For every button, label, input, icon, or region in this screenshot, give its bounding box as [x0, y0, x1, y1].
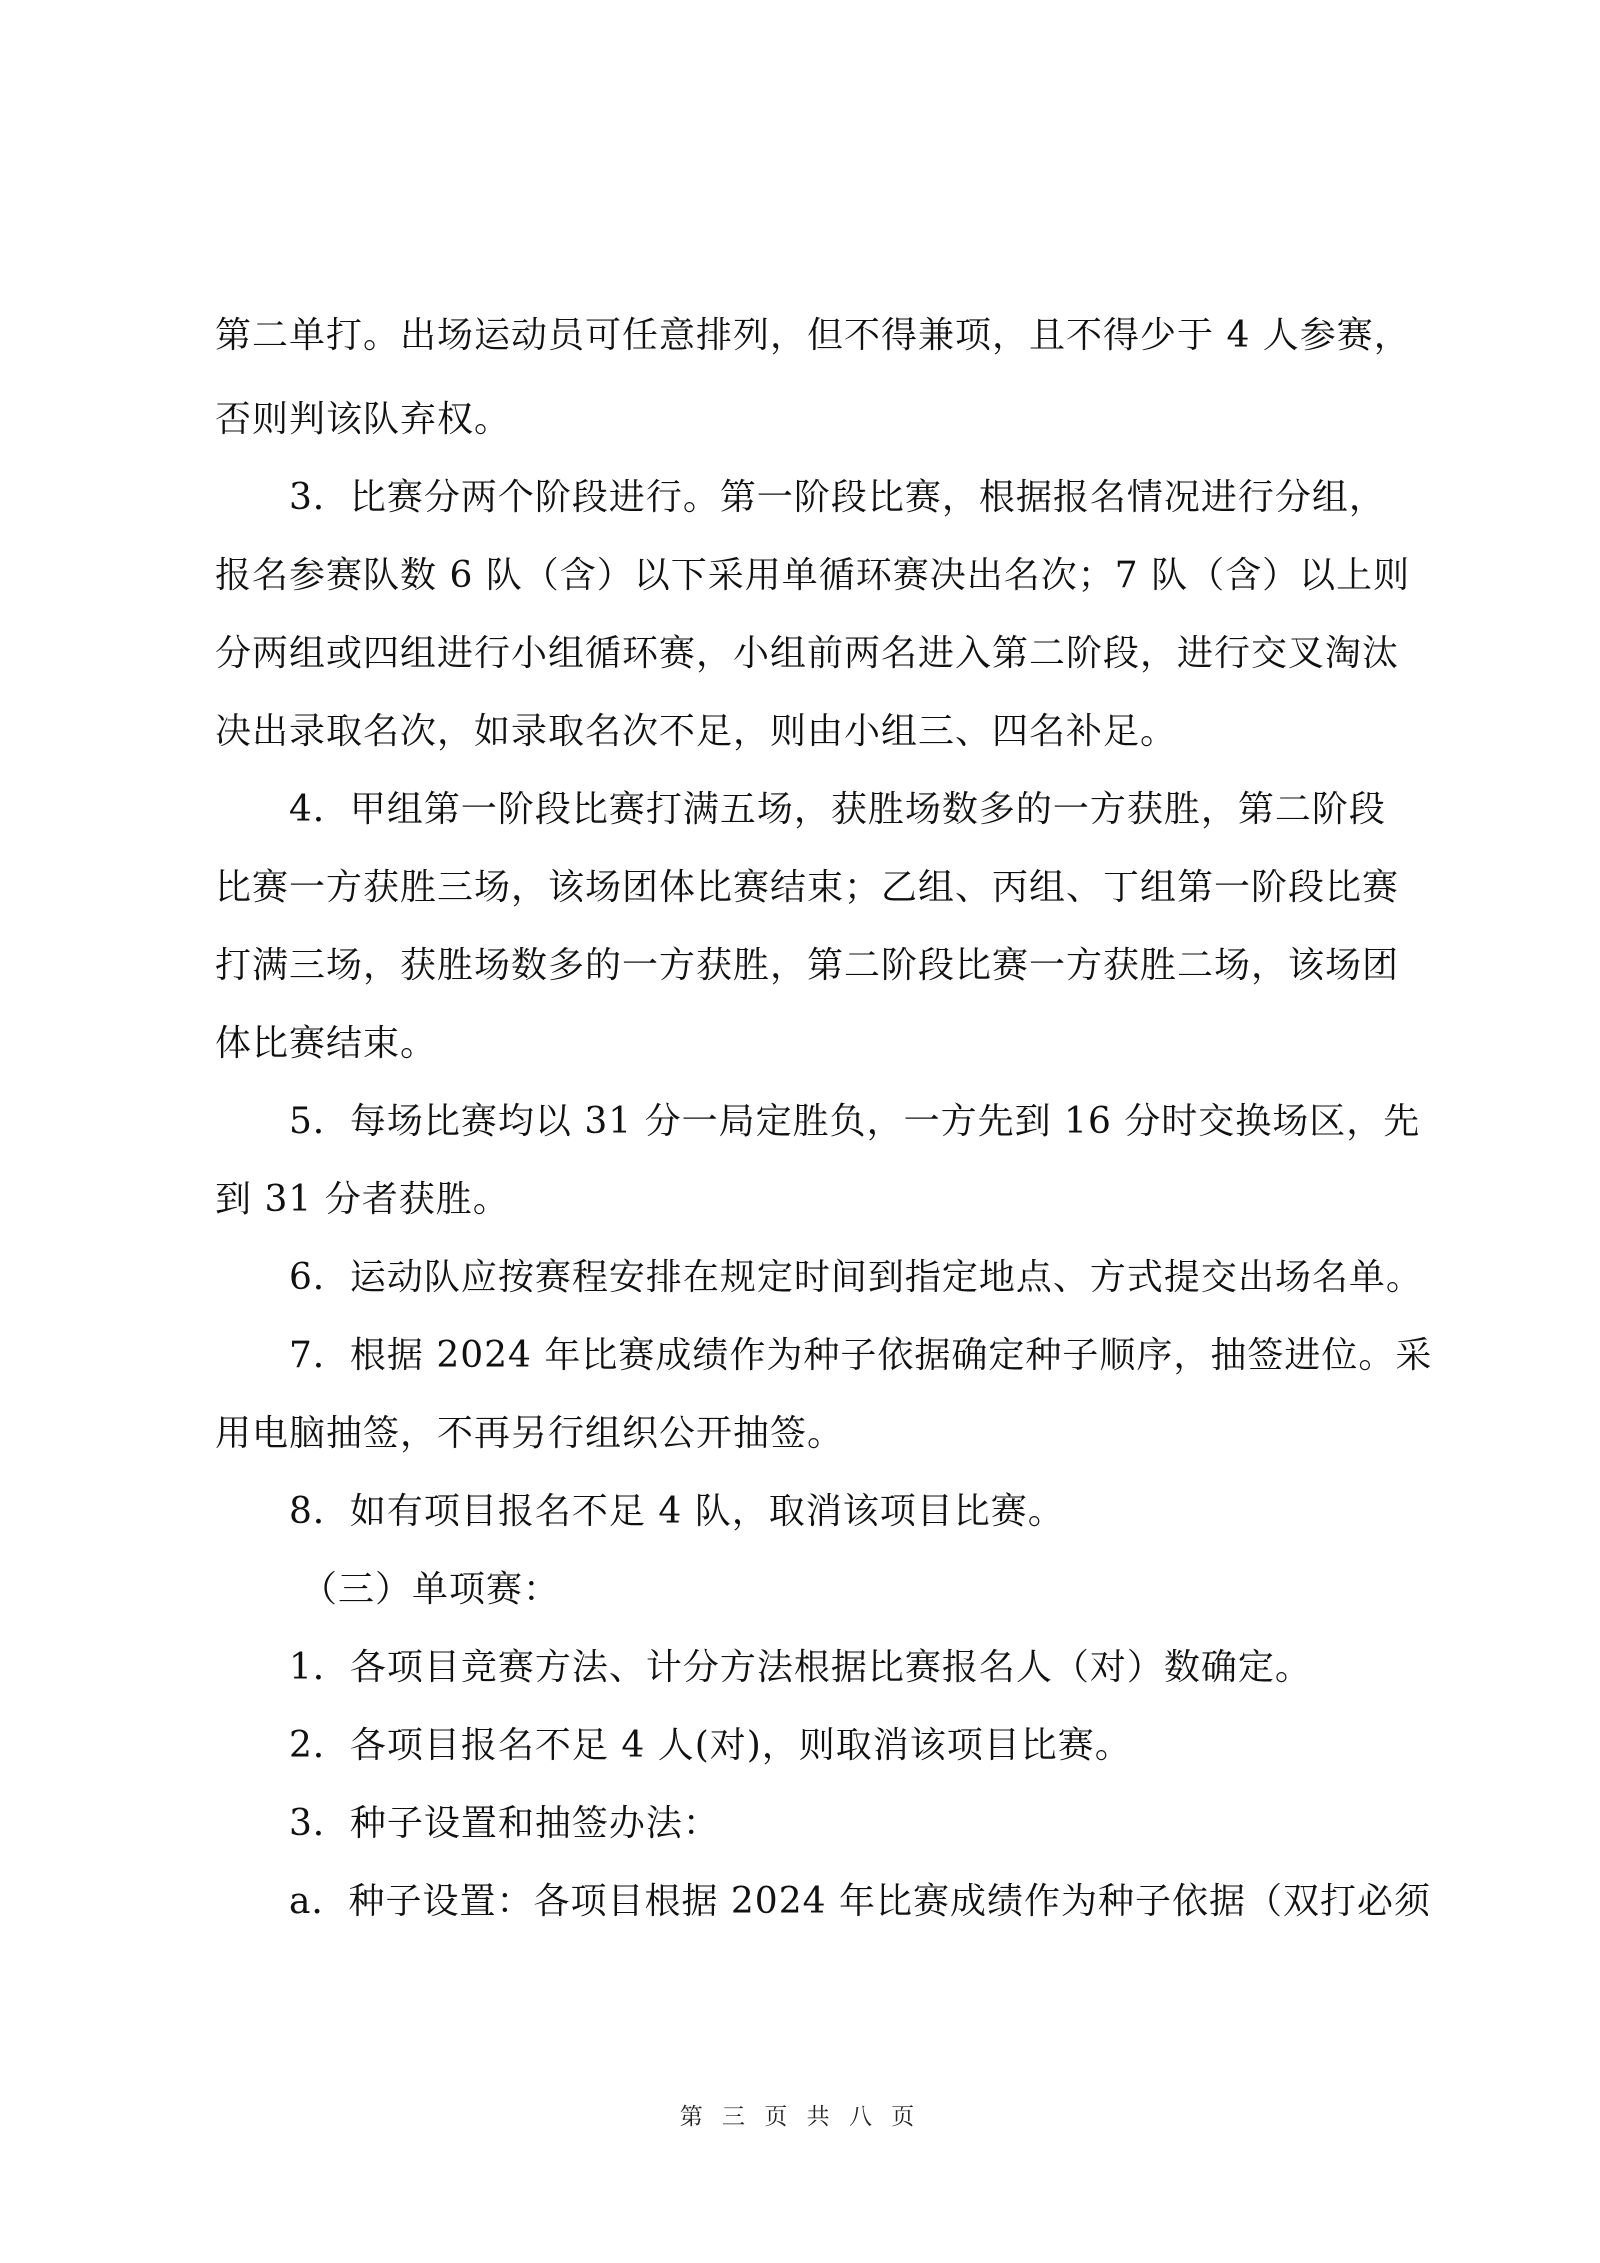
paragraph-line: 2．各项目报名不足 4 人(对)，则取消该项目比赛。: [289, 1725, 1132, 1766]
paragraph-line: 否则判该队弃权。: [215, 399, 512, 440]
paragraph-line: 1．各项目竞赛方法、计分方法根据比赛报名人（对）数确定。: [289, 1647, 1312, 1688]
paragraph-line: 体比赛结束。: [215, 1023, 438, 1064]
paragraph-line: 到 31 分者获胜。: [215, 1179, 510, 1220]
paragraph-line: 第二单打。出场运动员可任意排列，但不得兼项，且不得少于 4 人参赛，: [215, 315, 1411, 356]
paragraph-line: a．种子设置：各项目根据 2024 年比赛成绩作为种子依据（双打必须: [289, 1881, 1431, 1922]
paragraph-line: 比赛一方获胜三场，该场团体比赛结束；乙组、丙组、丁组第一阶段比赛: [215, 867, 1400, 908]
paragraph-line: 4．甲组第一阶段比赛打满五场，获胜场数多的一方获胜，第二阶段: [289, 789, 1386, 830]
paragraph-line: 8．如有项目报名不足 4 队，取消该项目比赛。: [289, 1491, 1065, 1532]
section-heading: （三）单项赛：: [301, 1569, 561, 1610]
paragraph-line: 7．根据 2024 年比赛成绩作为种子依据确定种子顺序，抽签进位。采: [289, 1335, 1433, 1376]
paragraph-line: 报名参赛队数 6 队（含）以下采用单循环赛决出名次；7 队（含）以上则: [215, 555, 1411, 596]
paragraph-line: 6．运动队应按赛程安排在规定时间到指定地点、方式提交出场名单。: [289, 1257, 1423, 1298]
page-footer: 第 三 页 共 八 页: [679, 2104, 921, 2130]
paragraph-line: 决出录取名次，如录取名次不足，则由小组三、四名补足。: [215, 711, 1178, 752]
paragraph-line: 3．比赛分两个阶段进行。第一阶段比赛，根据报名情况进行分组，: [289, 477, 1386, 518]
paragraph-line: 用电脑抽签，不再另行组织公开抽签。: [215, 1413, 845, 1454]
paragraph-line: 3．种子设置和抽签办法：: [289, 1803, 720, 1844]
paragraph-line: 分两组或四组进行小组循环赛，小组前两名进入第二阶段，进行交叉淘汰: [215, 633, 1400, 674]
paragraph-line: 打满三场，获胜场数多的一方获胜，第二阶段比赛一方获胜二场，该场团: [215, 945, 1400, 986]
paragraph-line: 5．每场比赛均以 31 分一局定胜负，一方先到 16 分时交换场区，先: [289, 1101, 1421, 1142]
